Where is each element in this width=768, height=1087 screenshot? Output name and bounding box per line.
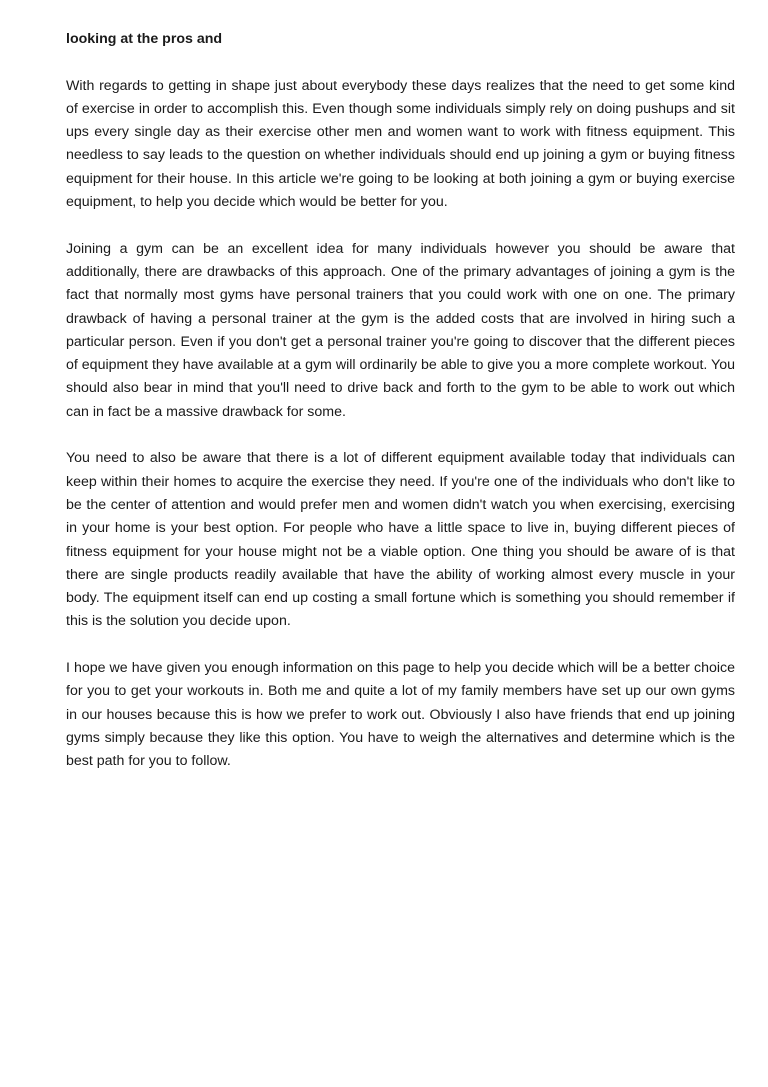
paragraph-gym: Joining a gym can be an excellent idea for many individuals however you should be aware that additionally, there are drawbacks of this approach. One of the primary advantages of joining a gym is the fact that normally most gyms have personal trainers that you could work with one on one. The primary drawback of having a personal trainer at the gym is the added costs that are involved in hiring such a particular person. Even if you don't get a personal trainer you're going to discover that the different pieces of equipment they have available at a gym will ordinarily be able to give you a more complete workout. You should also bear in mind that you'll need to drive back and forth to the gym to be able to work out which can in fact be a massive drawback for some. — [66, 240, 735, 420]
document-title: looking at the pros and — [66, 31, 223, 47]
paragraph-intro: With regards to getting in shape just about everybody these days realizes that the need to get some kind of exercise in order to accomplish this. Even though some individuals simply rely on doing pushups and sit ups every single day as their exercise other men and women want to work with fitness equipment. This needless to say leads to the question on whether individuals should end up joining a gym or buying fitness equipment for their house. In this article we're going to be looking at both joining a gym or buying exercise equipment, to help you decide which would be better for you. — [66, 77, 735, 211]
paragraph-home-equipment: You need to also be aware that there is a lot of different equipment available today that individuals can keep within their homes to acquire the exercise they need. If you're one of the individuals who don't like to be the center of attention and would prefer men and women didn't watch you when exercising, exercising in your home is your best option. For people who have a little space to live in, buying different pieces of fitness equipment for your house might not be a viable option. One thing you should be aware of is that there are single products readily available that have the ability of working almost every muscle in your body. The equipment itself can end up costing a small fortune which is something you should remember if this is the solution you decide upon. — [66, 450, 735, 630]
paragraph-conclusion: I hope we have given you enough information on this page to help you decide which will be a better choice for you to get your workouts in. Both me and quite a lot of my family members have set up our own gyms in our houses because this is how we prefer to work out. Obviously I also have friends that end up joining gyms simply because they like this option. You have to weigh the alternatives and determine which is the best path for you to follow. — [66, 660, 735, 770]
document-page — [66, 28, 735, 797]
